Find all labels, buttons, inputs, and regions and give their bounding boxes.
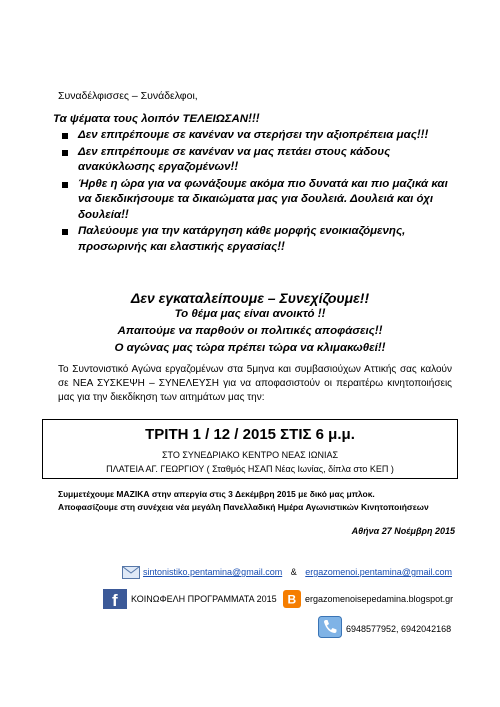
list-item: Παλεύουμε για την κατάργηση κάθε μορφής ενοικιαζόμενης, προσωρινής και ελαστικής εργασίας!!: [58, 224, 458, 255]
meeting-date: ΤΡΙΤΗ 1 / 12 / 2015 ΣΤΙΣ 6 μ.μ.: [145, 426, 355, 443]
phone-icon: [318, 616, 342, 638]
demands-list: [58, 128, 458, 256]
contacts-row-email: [143, 567, 452, 577]
participation-line: Αποφασίζουμε στη συνέχεια νέα μεγάλη Πανελλαδική Ημέρα Αγωνιστικών Κινητοποιήσεων: [58, 501, 429, 512]
facebook-icon[interactable]: [103, 589, 127, 609]
slogan-main: Δεν εγκαταλείπουμε – Συνεχίζουμε!!: [130, 290, 370, 306]
svg-text:B: B: [287, 592, 297, 607]
ampersand: &: [290, 567, 297, 577]
meeting-address: ΠΛΑΤΕΙΑ ΑΓ. ΓΕΩΡΓΙΟΥ ( Σταθμός ΗΣΑΠ Νέας Ιωνίας, δίπλα στο ΚΕΠ ): [106, 464, 394, 474]
slogan-line: Ο αγώνας μας τώρα πρέπει τώρα να κλιμακωθεί!!: [114, 342, 386, 354]
email-link-1[interactable]: sintonistiko.pentamina@gmail.com: [143, 567, 283, 577]
slogan-line: Απαιτούμε να παρθούν οι πολιτικές αποφάσεις!!: [117, 325, 383, 337]
envelope-icon: [122, 566, 140, 579]
intro-headline: Τα ψέματα τους λοιπόν ΤΕΛΕΙΩΣΑΝ!!!: [53, 113, 260, 125]
svg-text:f: f: [112, 591, 118, 609]
slogan-line: Το θέμα μας είναι ανοικτό !!: [174, 308, 326, 320]
participation-line: Συμμετέχουμε ΜΑΖΙΚΑ στην απεργία στις 3 Δεκέμβρη 2015 με δικό μας μπλοκ.: [58, 489, 375, 499]
list-item: Δεν επιτρέπουμε σε κανέναν να στερήσει την αξιοπρέπεια μας!!!: [58, 128, 458, 144]
blog-link[interactable]: ergazomenoisepedamina.blogspot.gr: [305, 594, 454, 604]
facebook-page-label[interactable]: ΚΟΙΝΩΦΕΛΗ ΠΡΟΓΡΑΜΜΑΤΑ 2015: [131, 594, 277, 604]
list-item: Δεν επιτρέπουμε σε κανέναν να μας πετάει στους κάδους ανακύκλωσης εργαζομένων!!: [58, 145, 458, 176]
document-date: Αθήνα 27 Νοέμβρη 2015: [351, 526, 455, 536]
blogger-icon[interactable]: [283, 590, 301, 608]
email-link-2[interactable]: ergazomenoi.pentamina@gmail.com: [305, 567, 452, 577]
participation-note: [58, 488, 478, 513]
meeting-venue: ΣΤΟ ΣΥΝΕΔΡΙΑΚΟ ΚΕΝΤΡΟ ΝΕΑΣ ΙΩΝΙΑΣ: [161, 450, 339, 460]
invitation-paragraph: Το Συντονιστικό Αγώνα εργαζομένων στα 5μηνα και συμβασιούχων Αττικής σας καλούν σε ΝΕΑ ΣΥΣΚΕΨΗ – ΣΥΝΕΛΕΥΣΗ για να αποφασιστούν οι περαιτέρω κινητοποιήσεις μας για την διεκδίκηση των αιτημάτων μας την:: [58, 364, 452, 403]
meeting-box: [42, 419, 458, 479]
greeting: Συναδέλφισσες – Συνάδελφοι,: [58, 90, 198, 102]
phone-numbers: 6948577952, 6942042168: [346, 624, 452, 634]
list-item: Ήρθε η ώρα για να φωνάξουμε ακόμα πιο δυνατά και πιο μαζικά και να διεκδικήσουμε τα δικαιώματα μας για δουλειά. Δουλειά και όχι δουλεία!!: [58, 177, 458, 224]
